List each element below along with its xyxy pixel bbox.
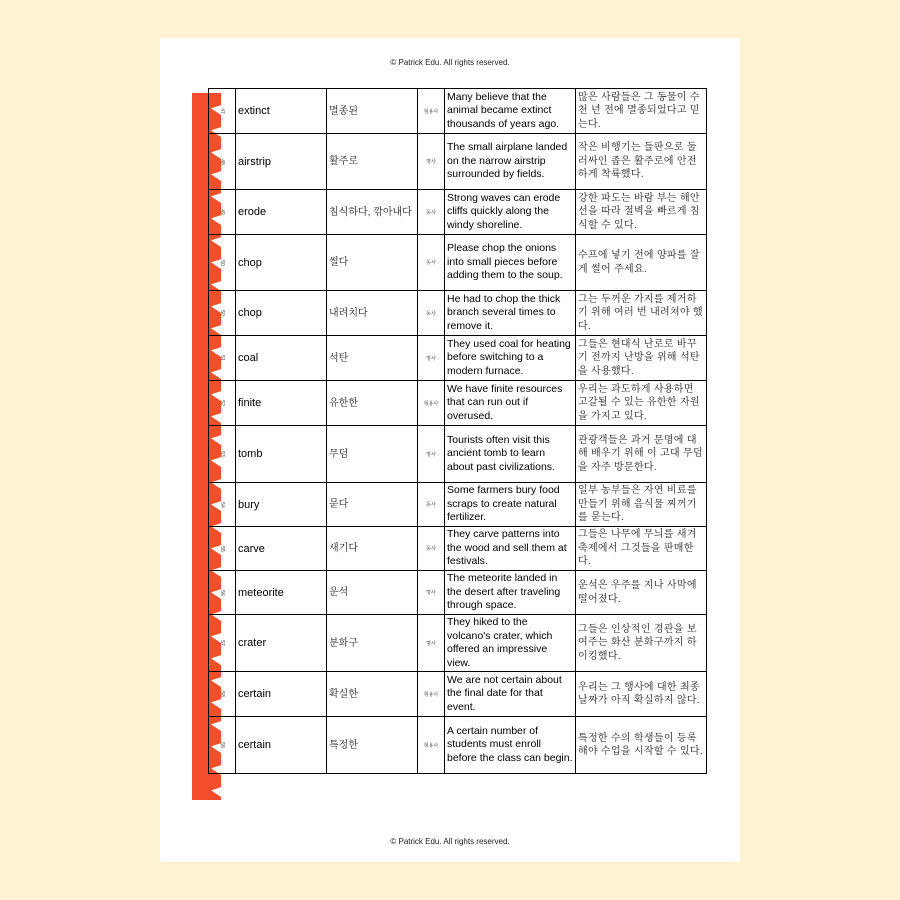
vocabulary-table — [208, 88, 707, 774]
part-of-speech-cell: 명사 — [418, 571, 445, 615]
footer-copyright: © Patrick Edu. All rights reserved. — [390, 837, 510, 846]
part-of-speech-cell: 형용사 — [418, 89, 445, 134]
part-of-speech-cell: 명사 — [418, 615, 445, 672]
table-row — [209, 336, 707, 381]
part-of-speech-cell: 동사 — [418, 483, 445, 527]
word-cell: finite — [236, 381, 327, 426]
example-english-cell: They used coal for heating before switching to a modern furnace. — [445, 336, 576, 381]
meaning-cell: 분화구 — [327, 615, 418, 672]
row-number — [209, 291, 236, 336]
part-of-speech-cell: 명사 — [418, 134, 445, 190]
row-number — [209, 571, 236, 615]
meaning-cell: 무덤 — [327, 426, 418, 483]
table-row — [209, 291, 707, 336]
row-number — [209, 615, 236, 672]
row-number — [209, 235, 236, 291]
meaning-cell: 썰다 — [327, 235, 418, 291]
part-of-speech-cell: 형용사 — [418, 717, 445, 774]
row-number-label: 53 — [219, 451, 225, 457]
table-row — [209, 426, 707, 483]
word-cell: carve — [236, 527, 327, 571]
row-number-label: 54 — [219, 501, 225, 508]
row-number — [209, 381, 236, 426]
table-row — [209, 527, 707, 571]
example-korean-cell: 그는 두꺼운 가지를 제거하기 위해 여러 번 내려쳐야 했다. — [576, 291, 707, 336]
meaning-cell: 침식하다, 깎아내다 — [327, 190, 418, 235]
example-korean-cell: 그들은 현대식 난로로 바꾸기 전까지 난방을 위해 석탄을 사용했다. — [576, 336, 707, 381]
example-english-cell: Many believe that the animal became extinct thousands of years ago. — [445, 89, 576, 134]
row-number — [209, 483, 236, 527]
worksheet-page — [160, 38, 740, 862]
example-english-cell: He had to chop the thick branch several times to remove it. — [445, 291, 576, 336]
row-number — [209, 717, 236, 774]
example-korean-cell: 그들은 나무에 무늬를 새겨 축제에서 그것들을 판매한다. — [576, 527, 707, 571]
example-english-cell: They hiked to the volcano's crater, which offered an impressive view. — [445, 615, 576, 672]
example-english-cell: Tourists often visit this ancient tomb to learn about past civilizations. — [445, 426, 576, 483]
meaning-cell: 새기다 — [327, 527, 418, 571]
word-cell: certain — [236, 717, 327, 774]
table-row — [209, 615, 707, 672]
table-row — [209, 381, 707, 426]
part-of-speech-cell: 동사 — [418, 235, 445, 291]
example-korean-cell: 일부 농부들은 자연 비료를 만들기 위해 음식물 찌꺼기를 묻는다. — [576, 483, 707, 527]
meaning-cell: 운석 — [327, 571, 418, 615]
header-copyright: © Patrick Edu. All rights reserved. — [390, 58, 510, 67]
word-cell: coal — [236, 336, 327, 381]
example-korean-cell: 운석은 우주를 지나 사막에 떨어졌다. — [576, 571, 707, 615]
row-number-label: 56 — [219, 589, 225, 596]
part-of-speech-cell: 동사 — [418, 527, 445, 571]
row-number-label: 52 — [219, 400, 225, 406]
table-row — [209, 235, 707, 291]
table-row — [209, 717, 707, 774]
word-cell: bury — [236, 483, 327, 527]
example-english-cell: The small airplane landed on the narrow airstrip surrounded by fields. — [445, 134, 576, 190]
example-korean-cell: 우리는 과도하게 사용하면 고갈될 수 있는 유한한 자원을 가지고 있다. — [576, 381, 707, 426]
meaning-cell: 특정한 — [327, 717, 418, 774]
row-number — [209, 134, 236, 190]
row-number-label: 55 — [219, 545, 225, 552]
row-number — [209, 190, 236, 235]
word-cell: crater — [236, 615, 327, 672]
part-of-speech-cell: 동사 — [418, 190, 445, 235]
word-cell: extinct — [236, 89, 327, 134]
example-english-cell: We are not certain about the final date for that event. — [445, 672, 576, 717]
row-number-label: 49 — [219, 209, 225, 215]
example-english-cell: Strong waves can erode cliffs quickly along the windy shoreline. — [445, 190, 576, 235]
meaning-cell: 활주로 — [327, 134, 418, 190]
part-of-speech-cell: 형용사 — [418, 672, 445, 717]
table-row — [209, 134, 707, 190]
meaning-cell: 멸종된 — [327, 89, 418, 134]
word-cell: erode — [236, 190, 327, 235]
example-english-cell: The meteorite landed in the desert after traveling through space. — [445, 571, 576, 615]
example-korean-cell: 많은 사람들은 그 동물이 수천 년 전에 멸종되었다고 믿는다. — [576, 89, 707, 134]
part-of-speech-cell: 명사 — [418, 336, 445, 381]
example-english-cell: A certain number of students must enroll before the class can begin. — [445, 717, 576, 774]
row-number-label: 47 — [219, 108, 225, 114]
word-cell: chop — [236, 235, 327, 291]
example-english-cell: We have finite resources that can run out if overused. — [445, 381, 576, 426]
example-english-cell: Please chop the onions into small pieces before adding them to the soup. — [445, 235, 576, 291]
part-of-speech-cell: 형용사 — [418, 381, 445, 426]
example-korean-cell: 관광객들은 과거 문명에 대해 배우기 위해 이 고대 무덤을 자주 방문한다. — [576, 426, 707, 483]
row-number-label: 58 — [219, 691, 225, 697]
part-of-speech-cell: 동사 — [418, 291, 445, 336]
example-english-cell: They carve patterns into the wood and sell them at festivals. — [445, 527, 576, 571]
table-row — [209, 190, 707, 235]
example-korean-cell: 작은 비행기는 들판으로 둘러싸인 좁은 활주로에 안전하게 착륙했다. — [576, 134, 707, 190]
meaning-cell: 유한한 — [327, 381, 418, 426]
table-row — [209, 571, 707, 615]
example-korean-cell: 수프에 넣기 전에 양파를 잘게 썰어 주세요. — [576, 235, 707, 291]
row-number — [209, 426, 236, 483]
table-row — [209, 672, 707, 717]
row-number — [209, 527, 236, 571]
example-korean-cell: 그들은 인상적인 경관을 보여주는 화산 분화구까지 하이킹했다. — [576, 615, 707, 672]
part-of-speech-cell: 명사 — [418, 426, 445, 483]
word-cell: chop — [236, 291, 327, 336]
word-cell: meteorite — [236, 571, 327, 615]
meaning-cell: 석탄 — [327, 336, 418, 381]
row-number — [209, 336, 236, 381]
row-number — [209, 89, 236, 134]
row-number-label: 48 — [219, 158, 225, 165]
example-korean-cell: 우리는 그 행사에 대한 최종 날짜가 아직 확실하지 않다. — [576, 672, 707, 717]
word-cell: tomb — [236, 426, 327, 483]
row-number — [209, 672, 236, 717]
row-number-label: 51 — [219, 355, 225, 361]
row-number-label: 50 — [219, 259, 225, 266]
row-number-label: 57 — [219, 640, 225, 646]
row-number-label: 50 — [219, 310, 225, 316]
example-korean-cell: 특정한 수의 학생들이 등록해야 수업을 시작할 수 있다. — [576, 717, 707, 774]
example-english-cell: Some farmers bury food scraps to create natural fertilizer. — [445, 483, 576, 527]
row-number-label: 58 — [219, 742, 225, 748]
table-row — [209, 89, 707, 134]
meaning-cell: 묻다 — [327, 483, 418, 527]
example-korean-cell: 강한 파도는 바람 부는 해안선을 따라 절벽을 빠르게 침식할 수 있다. — [576, 190, 707, 235]
meaning-cell: 확실한 — [327, 672, 418, 717]
table-row — [209, 483, 707, 527]
word-cell: certain — [236, 672, 327, 717]
meaning-cell: 내려치다 — [327, 291, 418, 336]
word-cell: airstrip — [236, 134, 327, 190]
